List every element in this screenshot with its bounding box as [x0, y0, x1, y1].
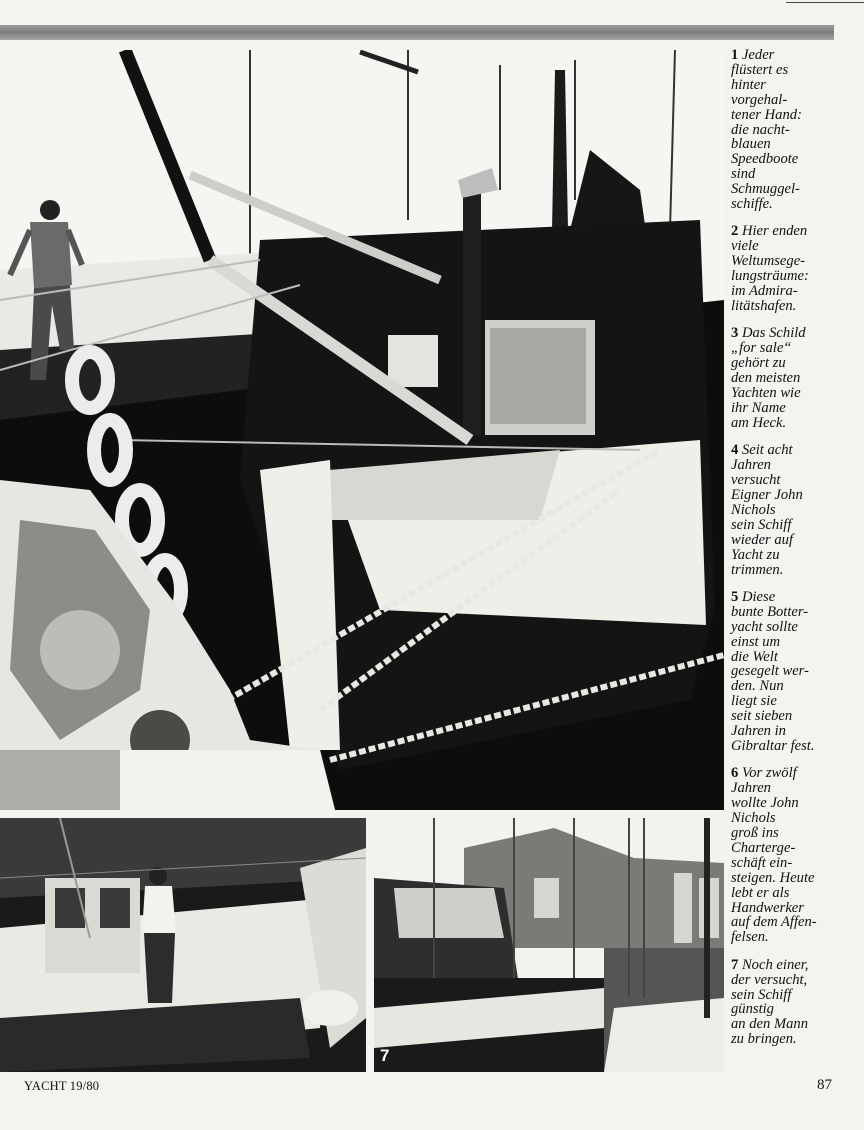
caption-text: gehört zu — [731, 355, 786, 372]
caption-number: 7 — [731, 956, 739, 973]
caption-line — [731, 78, 861, 93]
caption-line — [731, 386, 861, 401]
caption-line — [731, 503, 861, 518]
caption-text: wollte John — [731, 795, 799, 812]
caption-line — [731, 254, 861, 269]
caption-line — [731, 766, 861, 781]
bottom-right-photo — [374, 818, 724, 1072]
caption-text: Nichols — [731, 501, 776, 518]
photo-number-label: 7 — [380, 1046, 390, 1065]
caption-text: sind — [731, 166, 756, 183]
caption-line — [731, 401, 861, 416]
caption-text: Weltumsege- — [731, 253, 806, 270]
caption-line — [731, 650, 861, 665]
caption-5 — [731, 590, 861, 754]
caption-text: lebt er als — [731, 884, 790, 901]
caption-line — [731, 811, 861, 826]
caption-text: die nacht- — [731, 121, 790, 138]
caption-line — [731, 224, 861, 239]
caption-line — [731, 796, 861, 811]
caption-text: Charterge- — [731, 839, 796, 856]
caption-text: lungsträume: — [731, 268, 809, 285]
caption-text: Eigner John — [731, 486, 803, 503]
caption-line — [731, 886, 861, 901]
caption-line — [731, 108, 861, 123]
caption-line — [731, 473, 861, 488]
caption-line — [731, 284, 861, 299]
caption-line — [731, 269, 861, 284]
caption-text: Noch einer, — [741, 956, 809, 973]
caption-text: Vor zwölf — [741, 765, 797, 782]
caption-line — [731, 1032, 861, 1047]
caption-line — [731, 620, 861, 635]
caption-line — [731, 182, 861, 197]
caption-text: an den Mann — [731, 1016, 809, 1033]
caption-text: günstig — [731, 1001, 774, 1018]
caption-line — [731, 694, 861, 709]
caption-column — [731, 48, 861, 1060]
caption-text: die Welt — [731, 648, 778, 665]
caption-text: Jahren — [731, 457, 771, 474]
caption-line — [731, 958, 861, 973]
caption-text: schiffe. — [731, 196, 773, 213]
caption-3 — [731, 326, 861, 430]
caption-text: Handwerker — [731, 899, 804, 916]
caption-line — [731, 988, 861, 1003]
caption-line — [731, 123, 861, 138]
caption-line — [731, 635, 861, 650]
caption-number: 1 — [731, 47, 739, 63]
caption-line — [731, 724, 861, 739]
caption-line — [731, 826, 861, 841]
top-bar — [0, 25, 834, 40]
caption-text: vorgehal- — [731, 91, 788, 108]
caption-line — [731, 1017, 861, 1032]
caption-line — [731, 458, 861, 473]
caption-text: versucht — [731, 472, 781, 489]
caption-line — [731, 739, 861, 754]
caption-line — [731, 533, 861, 548]
caption-text: blauen — [731, 136, 771, 153]
caption-line — [731, 679, 861, 694]
caption-text: wieder auf — [731, 531, 794, 548]
caption-number: 4 — [731, 442, 739, 459]
caption-line — [731, 563, 861, 578]
caption-line — [731, 781, 861, 796]
caption-text: Yacht zu — [731, 546, 780, 563]
corner-rule — [786, 2, 864, 3]
caption-text: Nichols — [731, 810, 776, 827]
caption-text: sein Schiff — [731, 516, 792, 533]
caption-line — [731, 518, 861, 533]
caption-line — [731, 371, 861, 386]
caption-6 — [731, 766, 861, 945]
caption-line — [731, 930, 861, 945]
caption-line — [731, 137, 861, 152]
caption-number: 5 — [731, 588, 739, 605]
caption-text: Speedboote — [731, 151, 799, 168]
caption-line — [731, 1002, 861, 1017]
caption-text: Yachten wie — [731, 385, 801, 402]
caption-text: auf dem Affen- — [731, 914, 817, 931]
caption-line — [731, 871, 861, 886]
caption-text: Hier enden — [741, 223, 808, 240]
caption-line — [731, 356, 861, 371]
caption-line — [731, 443, 861, 458]
caption-text: liegt sie — [731, 693, 777, 710]
caption-text: viele — [731, 238, 759, 255]
caption-line — [731, 590, 861, 605]
caption-text: einst um — [731, 633, 781, 650]
caption-text: hinter — [731, 76, 766, 93]
caption-text: Jeder — [741, 47, 775, 63]
caption-line — [731, 299, 861, 314]
caption-line — [731, 973, 861, 988]
caption-2 — [731, 224, 861, 313]
caption-line — [731, 605, 861, 620]
caption-text: im Admira- — [731, 283, 798, 300]
caption-line — [731, 197, 861, 212]
caption-line — [731, 915, 861, 930]
caption-line — [731, 856, 861, 871]
caption-text: „for sale“ — [731, 340, 792, 357]
caption-text: groß ins — [731, 825, 779, 841]
caption-text: flüstert es — [731, 61, 789, 78]
caption-text: litätshafen. — [731, 298, 797, 314]
caption-1 — [731, 48, 861, 212]
caption-line — [731, 167, 861, 182]
caption-text: ihr Name — [731, 399, 786, 416]
caption-line — [731, 63, 861, 78]
caption-text: Diese — [741, 588, 776, 605]
caption-line — [731, 48, 861, 63]
caption-text: tener Hand: — [731, 106, 802, 123]
caption-text: sein Schiff — [731, 986, 792, 1003]
caption-text: yacht sollte — [731, 618, 798, 635]
caption-text: den. Nun — [731, 678, 784, 695]
caption-text: Jahren — [731, 780, 771, 797]
caption-text: schäft ein- — [731, 854, 793, 871]
caption-line — [731, 326, 861, 341]
publication-footer: YACHT 19/80 — [24, 1079, 100, 1093]
caption-text: Das Schild — [741, 325, 806, 342]
caption-text: den meisten — [731, 370, 801, 387]
caption-line — [731, 841, 861, 856]
caption-line — [731, 664, 861, 679]
caption-text: der versucht, — [731, 971, 808, 988]
caption-text: Schmuggel- — [731, 181, 800, 198]
caption-line — [731, 488, 861, 503]
caption-number: 3 — [731, 325, 739, 342]
caption-7 — [731, 958, 861, 1047]
caption-text: Gibraltar fest. — [731, 737, 815, 754]
caption-text: steigen. Heute — [731, 869, 815, 886]
caption-line — [731, 152, 861, 167]
caption-line — [731, 93, 861, 108]
caption-text: Jahren in — [731, 723, 786, 740]
caption-line — [731, 548, 861, 563]
caption-text: gesegelt wer- — [731, 663, 809, 680]
caption-line — [731, 709, 861, 724]
caption-text: bunte Botter- — [731, 603, 809, 620]
caption-line — [731, 239, 861, 254]
caption-text: trimmen. — [731, 561, 784, 578]
caption-text: seit sieben — [731, 708, 793, 725]
caption-line — [731, 901, 861, 916]
main-photo — [0, 50, 724, 810]
caption-text: zu bringen. — [731, 1031, 797, 1048]
caption-number: 6 — [731, 765, 739, 782]
caption-text: Seit acht — [741, 442, 793, 459]
caption-line — [731, 416, 861, 431]
caption-line — [731, 341, 861, 356]
page-number: 87 — [817, 1077, 832, 1093]
caption-4 — [731, 443, 861, 577]
caption-number: 2 — [731, 223, 739, 240]
caption-text: felsen. — [731, 929, 769, 946]
bottom-left-photo — [0, 818, 366, 1072]
caption-text: am Heck. — [731, 414, 787, 431]
